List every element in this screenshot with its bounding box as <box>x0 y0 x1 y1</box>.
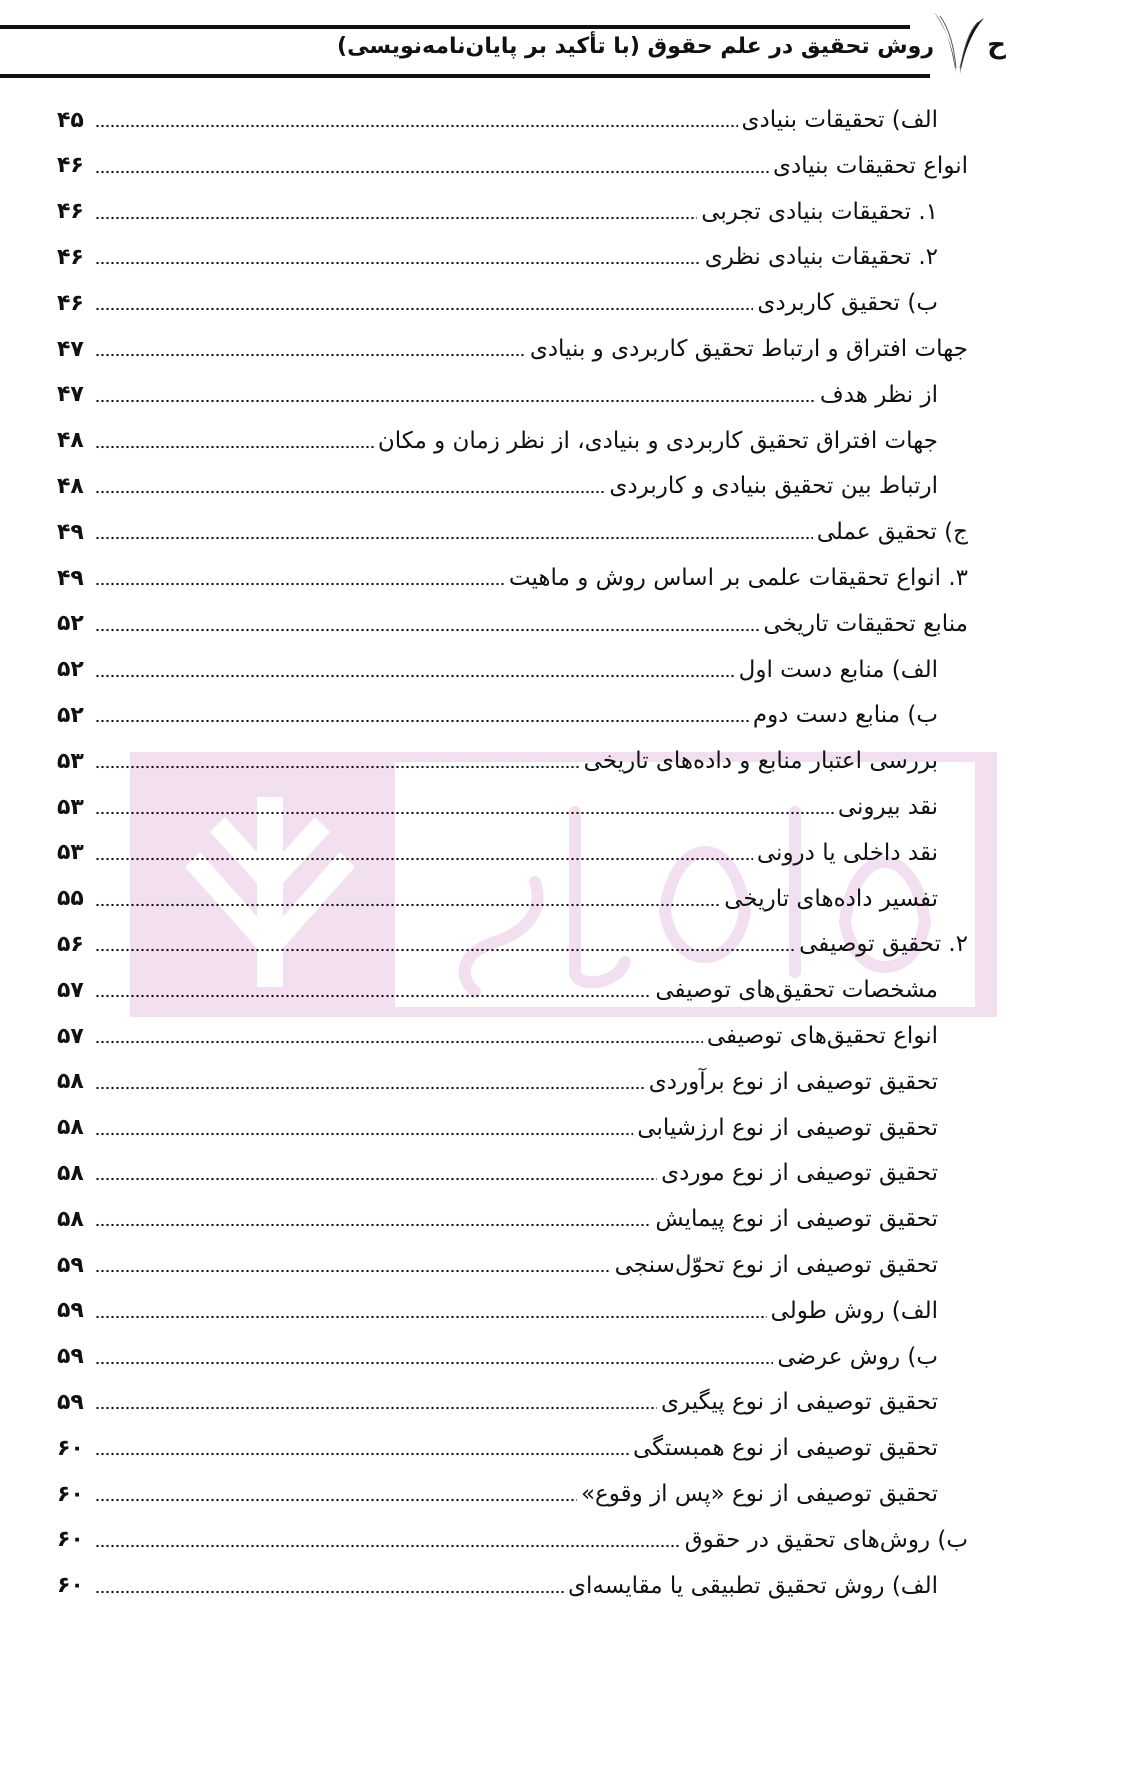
toc-page-number: ۵۳ <box>57 840 84 866</box>
toc-entry-title: تحقیق توصیفی از نوع همبستگی <box>632 1435 938 1462</box>
feather-ornament-icon <box>926 8 986 78</box>
toc-entry <box>57 738 938 784</box>
running-title: روش تحقیق در علم حقوق (با تأکید بر پایان‌نامه‌نویسی) <box>337 34 934 59</box>
toc-entry <box>57 692 938 738</box>
toc-entry-title: از نظر هدف <box>819 381 938 408</box>
toc-page-number: ۵۲ <box>57 611 84 637</box>
toc-page-number: ۴۹ <box>57 519 84 545</box>
toc-entry <box>57 921 968 967</box>
toc-dot-leader <box>95 1315 767 1319</box>
toc-dot-leader <box>95 1498 577 1502</box>
toc-entry-title: تفسیر داده‌های تاریخی <box>724 885 938 912</box>
toc-entry <box>57 555 968 601</box>
toc-page-number: ۴۸ <box>57 428 84 454</box>
page-number-letter: ح <box>987 30 1006 60</box>
toc-entry <box>57 97 938 143</box>
toc-entry <box>57 1105 938 1151</box>
toc-entry <box>57 372 938 418</box>
toc-entry-title: تحقیق توصیفی از نوع تحوّل‌سنجی <box>614 1252 938 1278</box>
toc-entry-title: الف) روش تحقیق تطبیقی یا مقایسه‌ای <box>568 1572 938 1599</box>
toc-dot-leader <box>95 674 735 678</box>
toc-page-number: ۵۲ <box>57 657 84 683</box>
toc-entry-title: ارتباط بین تحقیق بنیادی و کاربردی <box>609 473 938 500</box>
toc-entry-title: ۳. انواع تحقیقات علمی بر اساس روش و ماهیت <box>508 565 968 591</box>
toc-page-number: ۴۶ <box>57 153 84 179</box>
toc-page-number: ۵۳ <box>57 794 84 820</box>
toc-entry <box>57 1013 938 1059</box>
toc-entry-title: تحقیق توصیفی از نوع برآوردی <box>648 1068 938 1095</box>
toc-dot-leader <box>95 1269 611 1273</box>
toc-dot-leader <box>95 1544 681 1548</box>
toc-page-number: ۵۹ <box>57 1298 84 1324</box>
toc-entry-title: ۲. تحقیق توصیفی <box>799 931 968 958</box>
toc-dot-leader <box>95 445 374 449</box>
toc-dot-leader <box>95 1406 657 1410</box>
toc-dot-leader <box>95 536 813 540</box>
toc-dot-leader <box>95 719 749 723</box>
toc-entry-title: الف) تحقیقات بنیادی <box>741 107 938 133</box>
toc-dot-leader <box>95 1223 651 1227</box>
toc-dot-leader <box>95 261 701 265</box>
toc-entry <box>57 830 938 876</box>
toc-dot-leader <box>95 124 738 128</box>
toc-page-number: ۴۷ <box>57 336 84 362</box>
toc-page-number: ۵۶ <box>57 931 84 957</box>
toc-dot-leader <box>95 857 753 861</box>
toc-entry <box>57 1150 938 1196</box>
toc-dot-leader <box>95 353 526 357</box>
toc-entry <box>57 1334 938 1380</box>
page-header <box>0 0 1126 90</box>
toc-entry-title: انواع تحقیقات بنیادی <box>772 152 968 179</box>
toc-dot-leader <box>95 811 834 815</box>
toc-entry <box>57 1471 938 1517</box>
toc-page-number: ۴۶ <box>57 199 84 225</box>
toc-page-number: ۵۹ <box>57 1344 84 1370</box>
toc-entry-title: ب) روش‌های تحقیق در حقوق <box>684 1526 968 1553</box>
toc-dot-leader <box>95 903 720 907</box>
toc-dot-leader <box>95 1452 629 1456</box>
toc-entry-title: تحقیق توصیفی از نوع پیمایش <box>655 1206 938 1233</box>
toc-entry <box>57 1242 938 1288</box>
toc-entry-title: تحقیق توصیفی از نوع موردی <box>661 1160 938 1187</box>
toc-page-number: ۵۸ <box>57 1206 84 1232</box>
toc-page-number: ۴۵ <box>57 107 84 133</box>
toc-dot-leader <box>95 948 795 952</box>
toc-page-number: ۴۹ <box>57 565 84 591</box>
toc-entry <box>57 418 938 464</box>
toc-entry-title: منابع تحقیقات تاریخی <box>763 610 968 637</box>
toc-page-number: ۵۹ <box>57 1389 84 1415</box>
toc-page-number: ۶۰ <box>57 1435 84 1461</box>
toc-dot-leader <box>95 994 651 998</box>
toc-dot-leader <box>95 490 605 494</box>
toc-dot-leader <box>95 628 759 632</box>
toc-entry-title: تحقیق توصیفی از نوع ارزشیابی <box>637 1114 938 1141</box>
toc-page-number: ۵۷ <box>57 977 84 1003</box>
toc-page-number: ۵۹ <box>57 1252 84 1278</box>
toc-entry-title: ۱. تحقیقات بنیادی تجربی <box>701 198 938 225</box>
toc-entry <box>57 1059 938 1105</box>
toc-entry <box>57 1288 938 1334</box>
toc-page-number: ۴۶ <box>57 290 84 316</box>
toc-dot-leader <box>95 1132 633 1136</box>
toc-entry-title: تحقیق توصیفی از نوع پیگیری <box>661 1389 938 1416</box>
toc-entry <box>57 601 968 647</box>
toc-dot-leader <box>95 307 753 311</box>
toc-entry <box>57 967 938 1013</box>
toc-entry <box>57 143 968 189</box>
toc-entry-title: جهات افتراق و ارتباط تحقیق کاربردی و بنیادی <box>529 336 968 362</box>
toc-page-number: ۶۰ <box>57 1527 84 1553</box>
toc-dot-leader <box>95 1086 645 1090</box>
toc-dot-leader <box>95 216 697 220</box>
toc-page-number: ۵۸ <box>57 1160 84 1186</box>
toc-page-number: ۴۶ <box>57 244 84 270</box>
toc-page-number: ۵۸ <box>57 1069 84 1095</box>
toc-entry <box>57 784 938 830</box>
toc-dot-leader <box>95 399 816 403</box>
toc-entry <box>57 1563 938 1609</box>
toc-entry <box>57 463 938 509</box>
toc-entry <box>57 326 968 372</box>
toc-dot-leader <box>95 582 505 586</box>
toc-entry <box>57 509 968 555</box>
toc-page-number: ۵۳ <box>57 748 84 774</box>
header-rule-bottom <box>0 74 930 78</box>
toc-dot-leader <box>95 1361 773 1365</box>
toc-entry <box>57 647 938 693</box>
toc-entry-title: ۲. تحقیقات بنیادی نظری <box>704 244 938 271</box>
toc-entry <box>57 1196 938 1242</box>
toc-entry-title: الف) روش طولی <box>770 1297 938 1324</box>
toc-entry <box>57 876 938 922</box>
toc-entry-title: ب) روش عرضی <box>777 1343 938 1370</box>
toc-entry <box>57 234 938 280</box>
toc-entry-title: ب) منابع دست دوم <box>752 702 938 729</box>
toc-entry-title: ج) تحقیق عملی <box>816 519 968 546</box>
toc-entry-title: الف) منابع دست اول <box>738 656 938 683</box>
toc-page-number: ۴۷ <box>57 382 84 408</box>
toc-page-number: ۵۲ <box>57 702 84 728</box>
toc-page-number: ۴۸ <box>57 473 84 499</box>
toc-entry-title: تحقیق توصیفی از نوع «پس از وقوع» <box>580 1481 938 1507</box>
toc-dot-leader <box>95 170 769 174</box>
toc-entry <box>57 1379 938 1425</box>
toc-entry <box>57 280 938 326</box>
toc-entry-title: نقد بیرونی <box>837 794 938 820</box>
toc-page-number: ۵۸ <box>57 1115 84 1141</box>
toc-page-number: ۶۰ <box>57 1481 84 1507</box>
toc-entry <box>57 189 938 235</box>
toc-entry-title: جهات افتراق تحقیق کاربردی و بنیادی، از نظر زمان و مکان <box>377 427 938 454</box>
toc-page-number: ۵۵ <box>57 886 84 912</box>
toc-page-number: ۵۷ <box>57 1023 84 1049</box>
toc-dot-leader <box>95 1040 703 1044</box>
toc-entry-title: بررسی اعتبار منابع و داده‌های تاریخی <box>583 748 938 775</box>
toc-page-number: ۶۰ <box>57 1573 84 1599</box>
toc-entry <box>57 1517 968 1563</box>
toc-entry <box>57 1425 938 1471</box>
header-rule-top <box>0 25 910 29</box>
toc-entry-title: ب) تحقیق کاربردی <box>757 290 938 317</box>
toc-entry-title: مشخصات تحقیق‌های توصیفی <box>655 977 938 1004</box>
toc-dot-leader <box>95 1177 657 1181</box>
toc-entry-title: نقد داخلی یا درونی <box>756 839 938 866</box>
toc-dot-leader <box>95 1590 564 1594</box>
toc-entry-title: انواع تحقیق‌های توصیفی <box>706 1023 938 1049</box>
toc-dot-leader <box>95 765 580 769</box>
